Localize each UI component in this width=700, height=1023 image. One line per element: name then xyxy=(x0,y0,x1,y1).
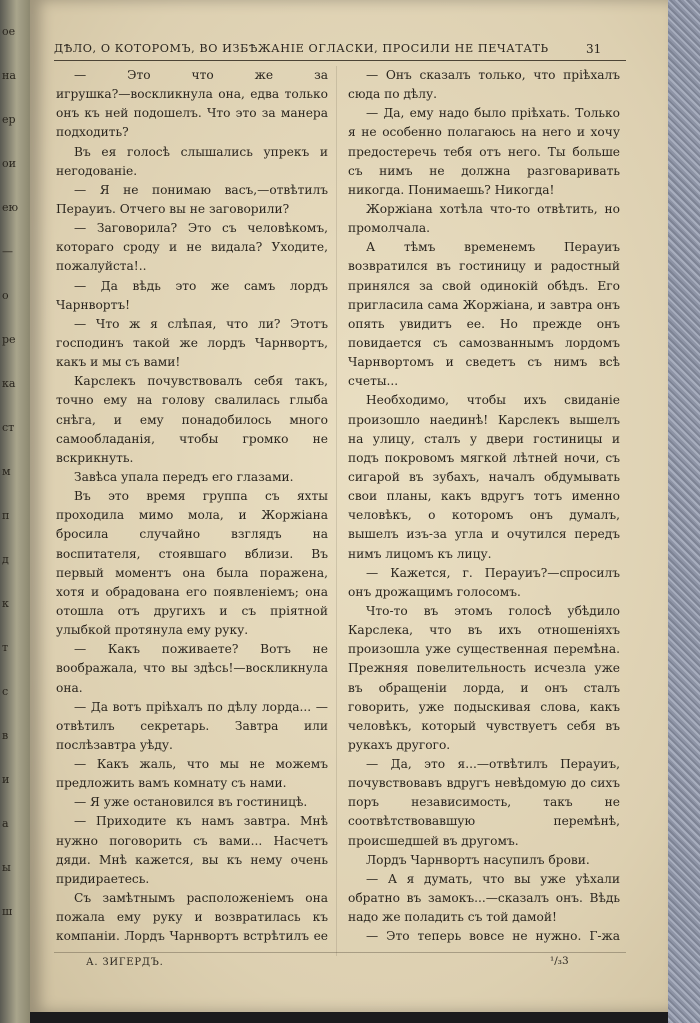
paragraph: Карслекъ почувствовалъ себя такъ, точно ему на голову свалилась глыба снѣга, и ему понадобилось много самообладанія, чтобы громко не вскрикнуть. xyxy=(56,374,328,465)
column-gutter xyxy=(336,66,337,956)
header-rule xyxy=(54,60,626,61)
previous-page-text-fragment: — xyxy=(2,245,13,258)
paragraph: Въ это время группа съ яхты проходила мимо мола, и Жоржіана бросила случайно взглядъ на воспитателя, стоявшаго вблизи. Въ первый моментъ она была поражена, хотя и обрадована его появленіемъ; она отошла отъ другихъ и съ пріятной улыбкой протянула ему руку. xyxy=(56,489,328,638)
previous-page-text-fragment: к xyxy=(2,597,9,610)
paragraph: — Да вотъ пріѣхалъ по дѣлу лорда... — отвѣтилъ секретарь. Завтра или послѣзавтра уѣду. xyxy=(56,699,328,752)
paragraph: — Это что же за игрушка?—воскликнула она, едва только онъ къ ней подошелъ. Что это за манера подходить? xyxy=(56,68,328,140)
paragraph: Въ ея голосѣ слышались упрекъ и негодованіе. xyxy=(56,144,328,178)
paragraph: Завѣса упала передъ его глазами. xyxy=(74,469,294,484)
paragraph: — Заговорила? Это съ человѣкомъ, котораго сроду и не видала? Уходите, пожалуйста!.. xyxy=(56,221,328,274)
paragraph: — Да вѣдь это же самъ лордъ Чарнвортъ! xyxy=(56,278,328,312)
previous-page-text-fragment: ст xyxy=(2,421,15,434)
paragraph: Жоржіана хотѣла что-то отвѣтить, но промолчала. xyxy=(348,201,620,236)
paragraph: — Какъ поживаете? Вотъ не воображала, что вы здѣсь!—воскликнула она. xyxy=(56,642,328,695)
paragraph: — Онъ сказалъ только, что пріѣхалъ сюда по дѣлу. xyxy=(348,68,620,102)
page-number: 31 xyxy=(586,42,602,56)
previous-page-text-fragment: ш xyxy=(2,905,13,918)
previous-page-text-fragment: п xyxy=(2,509,10,522)
previous-page-text-fragment: ое xyxy=(2,25,16,38)
right-column xyxy=(348,66,620,946)
paragraph: — Какъ жаль, что мы не можемъ предложить вамъ комнату съ нами. xyxy=(56,757,328,791)
paragraph: — Кажется, г. Перауиъ?—спросилъ онъ дрожащимъ голосомъ. xyxy=(348,565,620,599)
paragraph: — А я думать, что вы уже уѣхали обратно въ замокъ...—сказалъ онъ. Вѣдь надо же поладить съ той дамой! xyxy=(348,871,620,925)
paragraph: — Да, ему надо было пріѣхать. Только я не особенно полагаюсь на него и хочу предостеречь тебя отъ него. Ты больше съ нимъ не должна разговаривать никогда. Понимаешь? Никогда! xyxy=(348,106,620,197)
previous-page-text-fragment: ер xyxy=(2,113,16,126)
paragraph: — Я не понимаю васъ,—отвѣтилъ Перауиъ. Отчего вы не заговорили? xyxy=(56,182,328,216)
previous-page-text-fragment: с xyxy=(2,685,9,698)
previous-page-text-fragment: ре xyxy=(2,333,16,346)
left-column xyxy=(56,66,328,946)
paragraph: — Приходите къ намъ завтра. Мнѣ нужно поговорить съ вами... Насчетъ дяди. Мнѣ кажется, вы къ нему очень придираетесь. xyxy=(56,814,328,886)
previous-page-text-fragment: ею xyxy=(2,201,19,214)
running-head: ДѢЛО, О КОТОРОМЪ, ВО ИЗБѢЖАНІЕ ОГЛАСКИ, ПРОСИЛИ НЕ ПЕЧАТАТЬ xyxy=(54,42,549,55)
previous-page-text-fragment: д xyxy=(2,553,9,566)
previous-page-text-fragment: и xyxy=(2,773,10,786)
paragraph: — Это теперь вовсе не нужно. Г-жа xyxy=(366,929,620,944)
previous-page-text-fragment: м xyxy=(2,465,11,478)
footer-signature: А. ЗИГЕРДЪ. xyxy=(86,957,164,968)
paragraph: Что-то въ этомъ голосѣ убѣдило Карслека, что въ ихъ отношеніяхъ произошла уже существенная перемѣна. Прежняя повелительность исчезла уже въ обращеніи лорда, и онъ сталъ говорить, уже подыскивая слова, какъ человѣкъ, который чувствуетъ себя въ рукахъ другого. xyxy=(348,603,620,752)
book-page xyxy=(30,0,668,1012)
paragraph: — Что ж я слѣпая, что ли? Этотъ господинъ такой же лордъ Чарнвортъ, какъ и мы съ вами! xyxy=(56,316,328,370)
previous-page-edge xyxy=(0,0,30,1023)
footer-sheet-mark: ¹/₃3 xyxy=(550,955,569,967)
paragraph: Съ замѣтнымъ расположеніемъ она пожала ему руку и возвратилась къ компаніи. Лордъ Чарнвортъ встрѣтилъ ее xyxy=(56,891,328,944)
previous-page-text-fragment: на xyxy=(2,69,16,82)
previous-page-text-fragment: ы xyxy=(2,861,11,874)
footer-rule xyxy=(54,952,626,953)
previous-page-text-fragment: о xyxy=(2,289,9,302)
paragraph: — Я уже остановился въ гостиницѣ. xyxy=(74,795,308,810)
book-binding xyxy=(668,0,700,1023)
previous-page-text-fragment: ои xyxy=(2,157,16,170)
previous-page-text-fragment: а xyxy=(2,817,9,830)
paragraph: А тѣмъ временемъ Перауиъ возвратился въ гостиницу и радостный принялся за свой одинокій обѣдъ. Его пригласила сама Жоржіана, и завтра онъ опять увидитъ ее. Но прежде онъ повидается съ самозваннымъ лордомъ Чарнвортомъ и сведетъ съ нимъ всѣ счеты... xyxy=(348,240,620,389)
paragraph: — Да, это я...—отвѣтилъ Перауиъ, почувствовавъ вдругъ невѣдомую до сихъ поръ независимость, такъ не соотвѣтствовавшую перемѣнѣ, происшедшей въ другомъ. xyxy=(348,757,620,848)
previous-page-text-fragment: т xyxy=(2,641,9,654)
paragraph: Лордъ Чарнвортъ насупилъ брови. xyxy=(366,852,590,867)
paragraph: Необходимо, чтобы ихъ свиданіе произошло наединѣ! Карслекъ вышелъ на улицу, сталъ у двери гостиницы и подъ покровомъ мягкой лѣтней ночи, съ сигарой въ зубахъ, началъ обдумывать свои планы, какъ вдругъ тотъ именно человѣкъ, о которомъ онъ думалъ, вышелъ изъ-за угла и очутился передъ нимъ лицомъ къ лицу. xyxy=(348,393,620,561)
previous-page-text-fragment: ка xyxy=(2,377,16,390)
previous-page-text-fragment: в xyxy=(2,729,9,742)
